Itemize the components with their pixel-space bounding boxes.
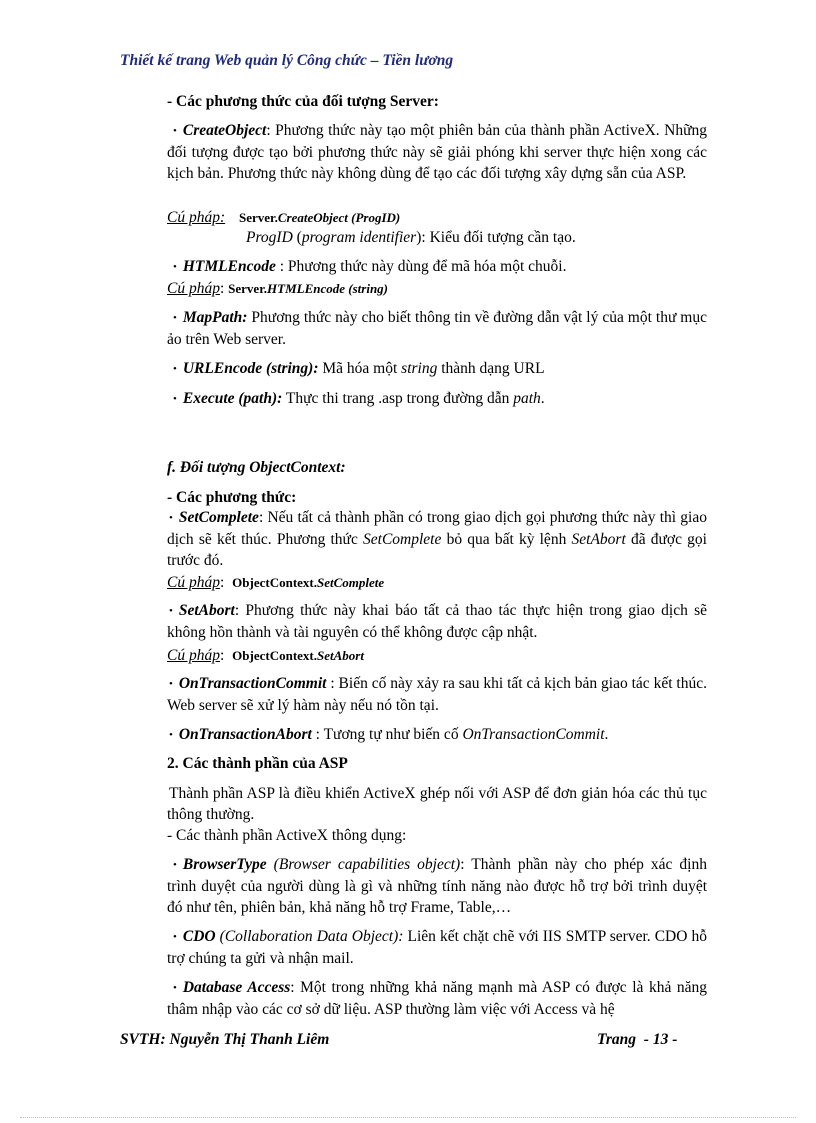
commit-text: : Biến cố này xảy ra sau khi tất cả kịch bản giao tác kết thúc. Web server sẽ xử lý hàm này nếu nó tồn tại. <box>167 675 707 714</box>
objectcontext-methods-heading: - Các phương thức: <box>167 489 297 506</box>
urlencode-text-term: string <box>401 360 438 377</box>
progid-term: ProgID <box>246 229 293 246</box>
bullet-icon: • <box>169 605 173 617</box>
components-heading: 2. Các thành phần của ASP <box>167 755 348 772</box>
syntax-method: SetComplete <box>317 575 385 590</box>
setcomplete-text-a: : Nếu tất cả thành phần có trong giao dịch gọi phương thức này thì giao dịch sẽ kết thúc. Phương thức <box>167 509 707 548</box>
abort-term: OnTransactionAbort <box>178 726 312 743</box>
htmlencode-text: : Phương thức này dùng để mã hóa một chuỗi. <box>275 258 567 275</box>
setcomplete-term-a: SetComplete <box>363 531 442 548</box>
execute-text-term: path <box>513 390 541 407</box>
setabort-term: SetAbort <box>178 602 235 619</box>
page-bottom-border <box>20 1117 796 1118</box>
syntax-method: HTMLEncode (string) <box>267 281 389 296</box>
execute-term: Execute (path): <box>182 390 283 407</box>
htmlencode-paragraph <box>167 256 713 278</box>
browsertype-term: BrowserType <box>182 856 267 873</box>
syntax-label: Cú pháp <box>167 574 220 591</box>
footer-page <box>597 1031 677 1049</box>
abort-paragraph: • OnTransactionAbort : Tương tự như biến cố OnTransactionCommit. <box>169 726 609 743</box>
createobject-term: CreateObject <box>182 122 267 139</box>
setcomplete-text-c: đã được gọi trước đó. <box>167 531 707 569</box>
bullet-icon: • <box>169 729 173 741</box>
bullet-icon: • <box>173 931 177 943</box>
browsertype-paragraph <box>167 854 707 918</box>
createobject-paragraph <box>167 120 707 184</box>
progid-description: ProgID (program identifier): Kiểu đối tượng cần tạo. <box>246 229 576 246</box>
page-number: - 13 - <box>643 1031 678 1048</box>
abort-text-term: OnTransactionCommit <box>462 726 605 743</box>
setcomplete-term-b: SetAbort <box>571 531 626 548</box>
bullet-icon: • <box>173 393 177 405</box>
browsertype-paren: (Browser capabilities object) <box>266 856 461 873</box>
mappath-text: Phương thức này cho biết thông tin về đường dẫn vật lý của một thư mục ảo trên Web server. <box>167 309 707 348</box>
cdo-text: Liên kết chặt chẽ với IIS SMTP server. CDO hỗ trợ chúng ta gửi và nhận mail. <box>167 928 708 967</box>
setabort-text: : Phương thức này khai báo tất cả thao tác thực hiện trong giao dịch sẽ không hồn thành và tài nguyên có thể không được cập nhật. <box>167 602 707 641</box>
syntax-label: Cú pháp: <box>167 209 226 226</box>
components-intro: Thành phần ASP là điều khiển ActiveX ghép nối với ASP để đơn giản hóa các thủ tục thông thường. <box>167 785 707 823</box>
footer-author: SVTH: Nguyễn Thị Thanh Liêm <box>120 1031 330 1048</box>
setabort-paragraph <box>167 600 707 643</box>
urlencode-text-a: Mã hóa một <box>318 360 402 377</box>
setcomplete-term: SetComplete <box>178 509 259 526</box>
setabort-syntax: Cú pháp: ObjectContext.SetAbort <box>167 647 364 664</box>
bullet-icon: • <box>169 678 173 690</box>
page-header-title: Thiết kế trang Web quản lý Công chức – Tiền lương <box>120 52 454 69</box>
database-term: Database Access <box>182 979 291 996</box>
htmlencode-term: HTMLEncode <box>182 258 276 275</box>
bullet-icon: • <box>173 125 177 137</box>
setcomplete-text-b: bỏ qua bất kỳ lệnh <box>441 531 572 548</box>
bullet-icon: • <box>169 512 173 524</box>
mappath-paragraph <box>167 307 707 350</box>
mappath-term: MapPath: <box>182 309 248 326</box>
syntax-method: CreateObject (ProgID) <box>277 210 401 225</box>
htmlencode-syntax: Cú pháp: Server.HTMLEncode (string) <box>167 280 389 297</box>
objectcontext-heading: f. Đối tượng ObjectContext: <box>167 459 346 476</box>
page-label: Trang <box>597 1031 637 1048</box>
cdo-term: CDO <box>182 928 216 945</box>
cdo-paragraph <box>167 926 707 969</box>
syntax-object: ObjectContext. <box>232 648 317 663</box>
bullet-icon: • <box>173 261 177 273</box>
bullet-icon: • <box>173 859 177 871</box>
execute-text: Thực thi trang .asp trong đường dẫn <box>282 390 514 407</box>
commit-term: OnTransactionCommit <box>178 675 327 692</box>
syntax-method: SetAbort <box>317 648 364 663</box>
syntax-object: Server. <box>239 210 278 225</box>
browsertype-text: : Thành phần này cho phép xác định trình duyệt của người dùng là gì và những tính năng nào được hỗ trợ bởi trình duyệt đó như tên, phiên bản, khả năng hỗ trợ Frame, Table,… <box>167 856 707 916</box>
progid-desc: : Kiểu đối tượng cần tạo. <box>421 229 576 246</box>
syntax-object: ObjectContext. <box>232 575 317 590</box>
components-list-heading: - Các thành phần ActiveX thông dụng: <box>167 827 407 844</box>
commit-paragraph <box>167 673 707 716</box>
bullet-icon: • <box>173 982 177 994</box>
syntax-object: Server. <box>228 281 268 296</box>
server-methods-heading: - Các phương thức của đối tượng Server: <box>167 93 439 110</box>
createobject-text: : Phương thức này tạo một phiên bản của thành phần ActiveX. Những đối tượng được tạo bởi phương thức này sẽ giải phóng khi server thực hiện xong các kịch bản. Phương thức này không dùng để tạo các đối tượng xây dựng sẵn của ASP. <box>167 122 707 182</box>
database-text: : Một trong những khả năng mạnh mà ASP có được là khả năng thâm nhập vào các cơ sở dữ liệu. ASP thường làm việc với Access và hệ <box>167 979 707 1018</box>
setcomplete-syntax: Cú pháp: ObjectContext.SetComplete <box>167 574 385 591</box>
progid-paren: program identifier <box>301 229 417 246</box>
cdo-paren: (Collaboration Data Object): <box>215 928 404 945</box>
abort-text: : Tương tự như biến cố <box>311 726 463 743</box>
bullet-icon: • <box>173 363 177 375</box>
bullet-icon: • <box>173 312 177 324</box>
createobject-syntax <box>167 207 707 228</box>
urlencode-param: (string): <box>262 360 319 377</box>
urlencode-paragraph <box>167 358 713 380</box>
setcomplete-paragraph <box>167 507 707 571</box>
syntax-label: Cú pháp <box>167 647 220 664</box>
syntax-label: Cú pháp <box>167 280 220 297</box>
execute-paragraph: • Execute (path): Thực thi trang .asp trong đường dẫn path. <box>173 390 545 407</box>
database-paragraph <box>167 977 707 1020</box>
urlencode-text-b: thành dạng URL <box>437 360 545 377</box>
urlencode-term: URLEncode <box>182 360 263 377</box>
